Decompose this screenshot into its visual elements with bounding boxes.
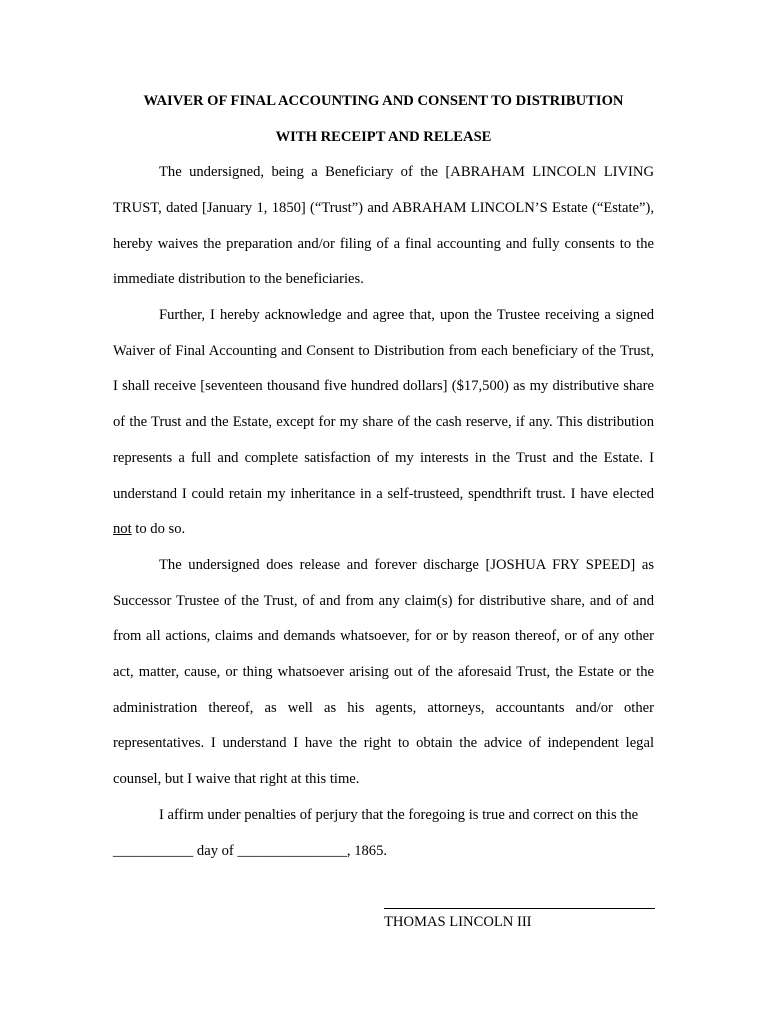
document-title-line-2: WITH RECEIPT AND RELEASE <box>275 128 492 145</box>
signature-block <box>384 896 655 932</box>
acknowledgement-text-end: to do so. <box>131 521 186 538</box>
document-title-line-1: WAIVER OF FINAL ACCOUNTING AND CONSENT TO DISTRIBUTION <box>143 93 624 109</box>
document-body <box>113 84 654 869</box>
underlined-not: not <box>113 521 132 538</box>
acknowledgement-paragraph <box>113 298 654 548</box>
acknowledgement-text: Further, I hereby acknowledge and agree that, upon the Trustee receiving a signed Waiver of Final Accounting and Consent to Distribution from each beneficiary of the Trust, I shall receive [seventeen thousand five hundred dollars] ($17,500) as my distributive share of the Trust and the Estate, except for my share of the cash reserve, if any. This distribution represents a full and complete satisfaction of my interests in the Trust and the Estate. I understand I could retain my inheritance in a self-trusteed, spendthrift trust. I have elected <box>113 307 654 502</box>
release-paragraph: The undersigned does release and forever discharge [JOSHUA FRY SPEED] as Successor Trustee of the Trust, of and from any claim(s) for distributive share, and of and from all actions, claims and demands whatsoever, for or by reason thereof, or of any other act, matter, cause, or thing whatsoever arising out of the aforesaid Trust, the Estate or the administration thereof, as well as his agents, attorneys, accountants and/or other representatives. I understand I have the right to obtain the advice of independent legal counsel, but I waive that right at this time. <box>113 556 654 788</box>
signature-line[interactable] <box>384 908 655 909</box>
affirmation-text: I affirm under penalties of perjury that the foregoing is true and correct on this the <box>159 806 639 823</box>
date-blank-line: ___________ day of _______________, 1865. <box>113 842 388 859</box>
affirmation-paragraph <box>113 798 654 869</box>
signatory-name: THOMAS LINCOLN III <box>384 914 532 930</box>
waiver-paragraph: The undersigned, being a Beneficiary of the [ABRAHAM LINCOLN LIVING TRUST, dated [January 1, 1850] (“Trust”) and ABRAHAM LINCOLN’S Estate (“Estate”), hereby waives the preparation and/or filing of a final accounting and fully consents to the immediate distribution to the beneficiaries. <box>113 164 654 288</box>
